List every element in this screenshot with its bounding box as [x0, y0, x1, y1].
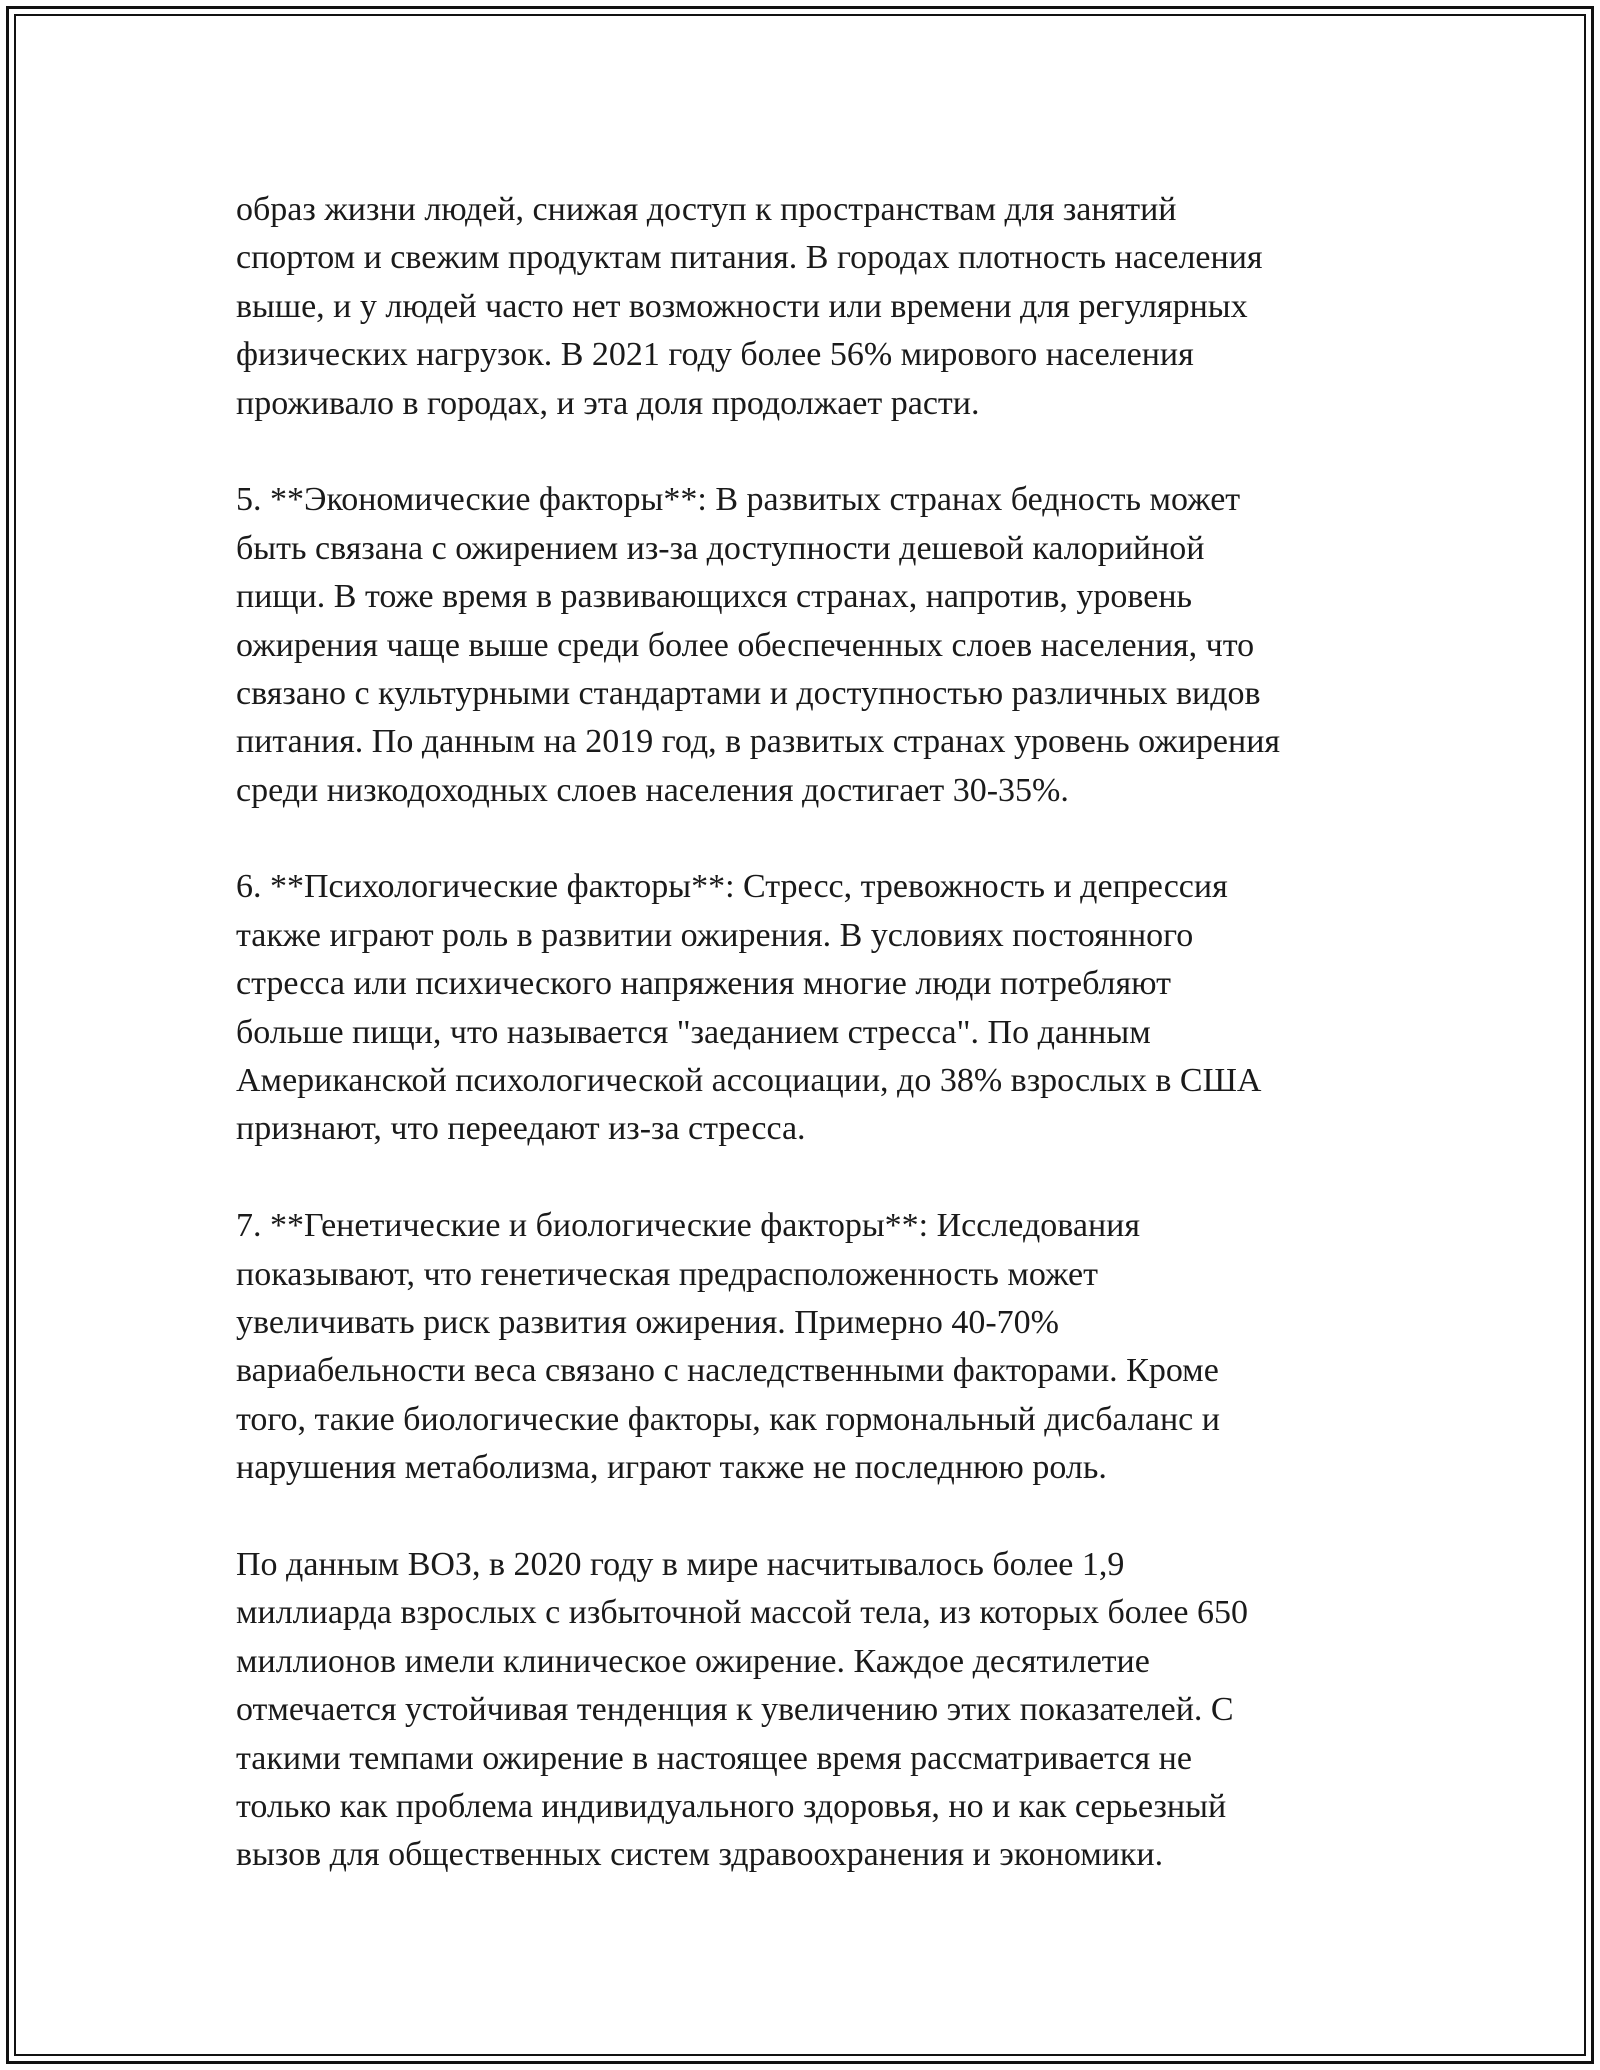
text-line: также играют роль в развитии ожирения. В условиях постоянного — [236, 916, 1194, 954]
paragraph-genetic-factors — [236, 1202, 1386, 1492]
text-line: физических нагрузок. В 2021 году более 56% мирового населения — [236, 336, 1194, 374]
paragraph-psychological-factors — [236, 863, 1386, 1153]
text-line: признают, что переедают из-за стресса. — [236, 1110, 806, 1148]
text-line: увеличивать риск развития ожирения. Примерно 40-70% — [236, 1303, 1060, 1341]
text-line: отмечается устойчивая тенденция к увеличению этих показателей. С — [236, 1691, 1234, 1729]
text-line: Американской психологической ассоциации, до 38% взрослых в США — [236, 1062, 1262, 1100]
paragraph-urbanization-continued — [236, 186, 1386, 428]
paragraph-economic-factors — [236, 476, 1386, 815]
text-line: 6. **Психологические факторы**: Стресс, тревожность и депрессия — [236, 868, 1228, 906]
text-line: пищи. В тоже время в развивающихся странах, напротив, уровень — [236, 578, 1193, 616]
text-line: связано с культурными стандартами и доступностью различных видов — [236, 674, 1261, 712]
text-line: вызов для общественных систем здравоохранения и экономики. — [236, 1836, 1164, 1874]
text-line: показывают, что генетическая предрасположенность может — [236, 1255, 1098, 1293]
text-line: того, такие биологические факторы, как гормональный дисбаланс и — [236, 1400, 1220, 1438]
text-line: выше, и у людей часто нет возможности или времени для регулярных — [236, 287, 1248, 325]
text-line: миллионов имели клиническое ожирение. Каждое десятилетие — [236, 1642, 1150, 1680]
paragraph-who-statistics — [236, 1541, 1386, 1880]
text-line: быть связана с ожирением из-за доступности дешевой калорийной — [236, 529, 1205, 567]
text-line: вариабельности веса связано с наследственными факторами. Кроме — [236, 1352, 1219, 1390]
text-line: 5. **Экономические факторы**: В развитых странах бедность может — [236, 481, 1241, 519]
text-line: больше пищи, что называется "заеданием стресса". По данным — [236, 1013, 1151, 1051]
text-line: миллиарда взрослых с избыточной массой тела, из которых более 650 — [236, 1594, 1248, 1632]
text-line: нарушения метаболизма, играют также не последнюю роль. — [236, 1449, 1107, 1487]
text-line: спортом и свежим продуктам питания. В городах плотность населения — [236, 239, 1263, 277]
document-body — [236, 186, 1386, 1928]
text-line: По данным ВОЗ, в 2020 году в мире насчитывалось более 1,9 — [236, 1545, 1125, 1583]
text-line: стресса или психического напряжения многие люди потребляют — [236, 965, 1171, 1003]
text-line: такими темпами ожирение в настоящее время рассматривается не — [236, 1739, 1192, 1777]
text-line: среди низкодоходных слоев населения достигает 30-35%. — [236, 771, 1069, 809]
text-line: ожирения чаще выше среди более обеспеченных слоев населения, что — [236, 626, 1255, 664]
text-line: питания. По данным на 2019 год, в развитых странах уровень ожирения — [236, 723, 1281, 761]
text-line: 7. **Генетические и биологические факторы**: Исследования — [236, 1207, 1140, 1245]
text-line: только как проблема индивидуального здоровья, но и как серьезный — [236, 1787, 1227, 1825]
text-line: образ жизни людей, снижая доступ к пространствам для занятий — [236, 191, 1177, 228]
text-line: проживало в городах, и эта доля продолжает расти. — [236, 384, 980, 422]
